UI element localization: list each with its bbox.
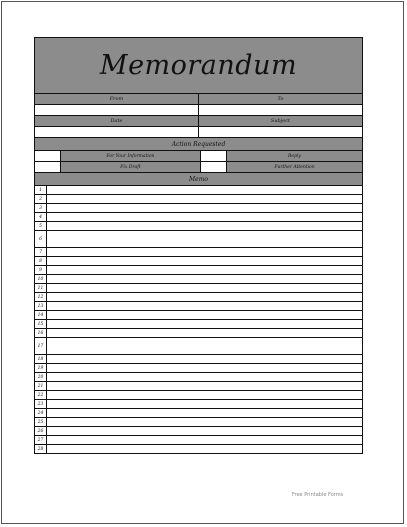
memo-line-number: 24 [35, 409, 47, 417]
memo-line-number: 12 [35, 293, 47, 301]
memo-line [35, 320, 362, 329]
memo-line-number: 22 [35, 391, 47, 399]
action-row-1 [35, 151, 362, 162]
memo-line-number: 3 [35, 204, 47, 212]
memo-line-number: 7 [35, 248, 47, 256]
memo-line-number: 15 [35, 320, 47, 328]
memo-line [35, 445, 362, 453]
memo-line-field[interactable] [47, 204, 362, 212]
memo-line-field[interactable] [47, 320, 362, 328]
footer-text: Free Printable Forms [292, 492, 344, 498]
memo-line-field[interactable] [47, 248, 362, 256]
memo-line [35, 436, 362, 445]
memo-line [35, 195, 362, 204]
memo-line-field[interactable] [47, 195, 362, 203]
memo-line-number: 21 [35, 382, 47, 390]
memo-line-field[interactable] [47, 302, 362, 310]
memo-line [35, 257, 362, 266]
from-field[interactable] [35, 105, 198, 115]
date-field[interactable] [35, 127, 198, 137]
memo-line-number: 18 [35, 355, 47, 363]
memo-line [35, 275, 362, 284]
memo-line-number: 13 [35, 302, 47, 310]
memo-line [35, 355, 362, 364]
memo-line-number: 2 [35, 195, 47, 203]
memo-line-field[interactable] [47, 373, 362, 381]
memo-line [35, 284, 362, 293]
checkbox-reply[interactable] [201, 151, 226, 161]
memo-line [35, 382, 362, 391]
action-label-fix-draft: Fix Draft [60, 162, 201, 172]
memo-line-field[interactable] [47, 445, 362, 453]
checkbox-further-attention[interactable] [201, 162, 226, 172]
memo-line-number: 23 [35, 400, 47, 408]
memo-line [35, 204, 362, 213]
memo-line-field[interactable] [47, 355, 362, 363]
memo-line [35, 231, 362, 248]
memo-lines [35, 186, 362, 453]
memo-line [35, 311, 362, 320]
memo-line-number: 11 [35, 284, 47, 292]
memo-line-number: 1 [35, 186, 47, 194]
date-label: Date [110, 118, 123, 124]
memo-line-number: 4 [35, 213, 47, 221]
document-title: Memorandum [99, 50, 298, 81]
title-bar [35, 38, 362, 94]
to-field[interactable] [198, 105, 362, 115]
memo-line-field[interactable] [47, 293, 362, 301]
memo-line-number: 6 [35, 231, 47, 247]
memo-line-field[interactable] [47, 436, 362, 444]
action-label-reply: Reply [226, 151, 362, 161]
memo-line [35, 364, 362, 373]
memo-line-number: 17 [35, 338, 47, 354]
memo-line-field[interactable] [47, 382, 362, 390]
memo-line-field[interactable] [47, 409, 362, 417]
memo-line-number: 25 [35, 418, 47, 426]
memo-line-field[interactable] [47, 400, 362, 408]
memo-line-field[interactable] [47, 213, 362, 221]
memo-line-field[interactable] [47, 364, 362, 372]
action-row-2 [35, 162, 362, 173]
memo-line-number: 20 [35, 373, 47, 381]
checkbox-fix-draft[interactable] [35, 162, 60, 172]
from-label: From [109, 96, 124, 102]
memo-line-field[interactable] [47, 275, 362, 283]
memo-line-number: 8 [35, 257, 47, 265]
memorandum-form [34, 37, 363, 454]
memo-line [35, 400, 362, 409]
from-to-entry-row [35, 105, 362, 116]
memo-line [35, 222, 362, 231]
memo-line-number: 5 [35, 222, 47, 230]
memo-line-number: 28 [35, 445, 47, 453]
subject-label: Subject [198, 116, 362, 126]
memo-line [35, 186, 362, 195]
memo-line [35, 248, 362, 257]
memo-line-field[interactable] [47, 338, 362, 354]
memo-line-field[interactable] [47, 222, 362, 230]
memo-line [35, 302, 362, 311]
memo-line-number: 27 [35, 436, 47, 444]
memo-line-field[interactable] [47, 266, 362, 274]
memo-line-field[interactable] [47, 284, 362, 292]
memo-line-field[interactable] [47, 391, 362, 399]
memo-line-number: 16 [35, 329, 47, 337]
action-label-for-your-information: For Your Information [60, 151, 201, 161]
memo-line-field[interactable] [47, 329, 362, 337]
memo-line-field[interactable] [47, 418, 362, 426]
memo-line [35, 418, 362, 427]
date-subject-entry-row [35, 127, 362, 138]
memo-line [35, 338, 362, 355]
memo-line [35, 266, 362, 275]
action-label-further-attention: Further Attention [226, 162, 362, 172]
memo-heading: Memo [35, 173, 362, 186]
subject-field[interactable] [198, 127, 362, 137]
memo-line-number: 9 [35, 266, 47, 274]
memo-line [35, 391, 362, 400]
memo-line [35, 213, 362, 222]
memo-line [35, 409, 362, 418]
memo-line-field[interactable] [47, 231, 362, 247]
memo-line-number: 14 [35, 311, 47, 319]
date-subject-label-row [35, 116, 362, 127]
checkbox-for-your-information[interactable] [35, 151, 60, 161]
memo-line-number: 26 [35, 427, 47, 435]
memo-line [35, 373, 362, 382]
memo-line-field[interactable] [47, 427, 362, 435]
memo-line [35, 293, 362, 302]
memo-line [35, 329, 362, 338]
memo-line [35, 427, 362, 436]
to-label: To [198, 94, 362, 104]
memo-line-field[interactable] [47, 186, 362, 194]
action-requested-heading: Action Requested [35, 138, 362, 151]
memo-line-number: 10 [35, 275, 47, 283]
memo-line-field[interactable] [47, 311, 362, 319]
from-to-label-row [35, 94, 362, 105]
memo-line-field[interactable] [47, 257, 362, 265]
memo-line-number: 19 [35, 364, 47, 372]
